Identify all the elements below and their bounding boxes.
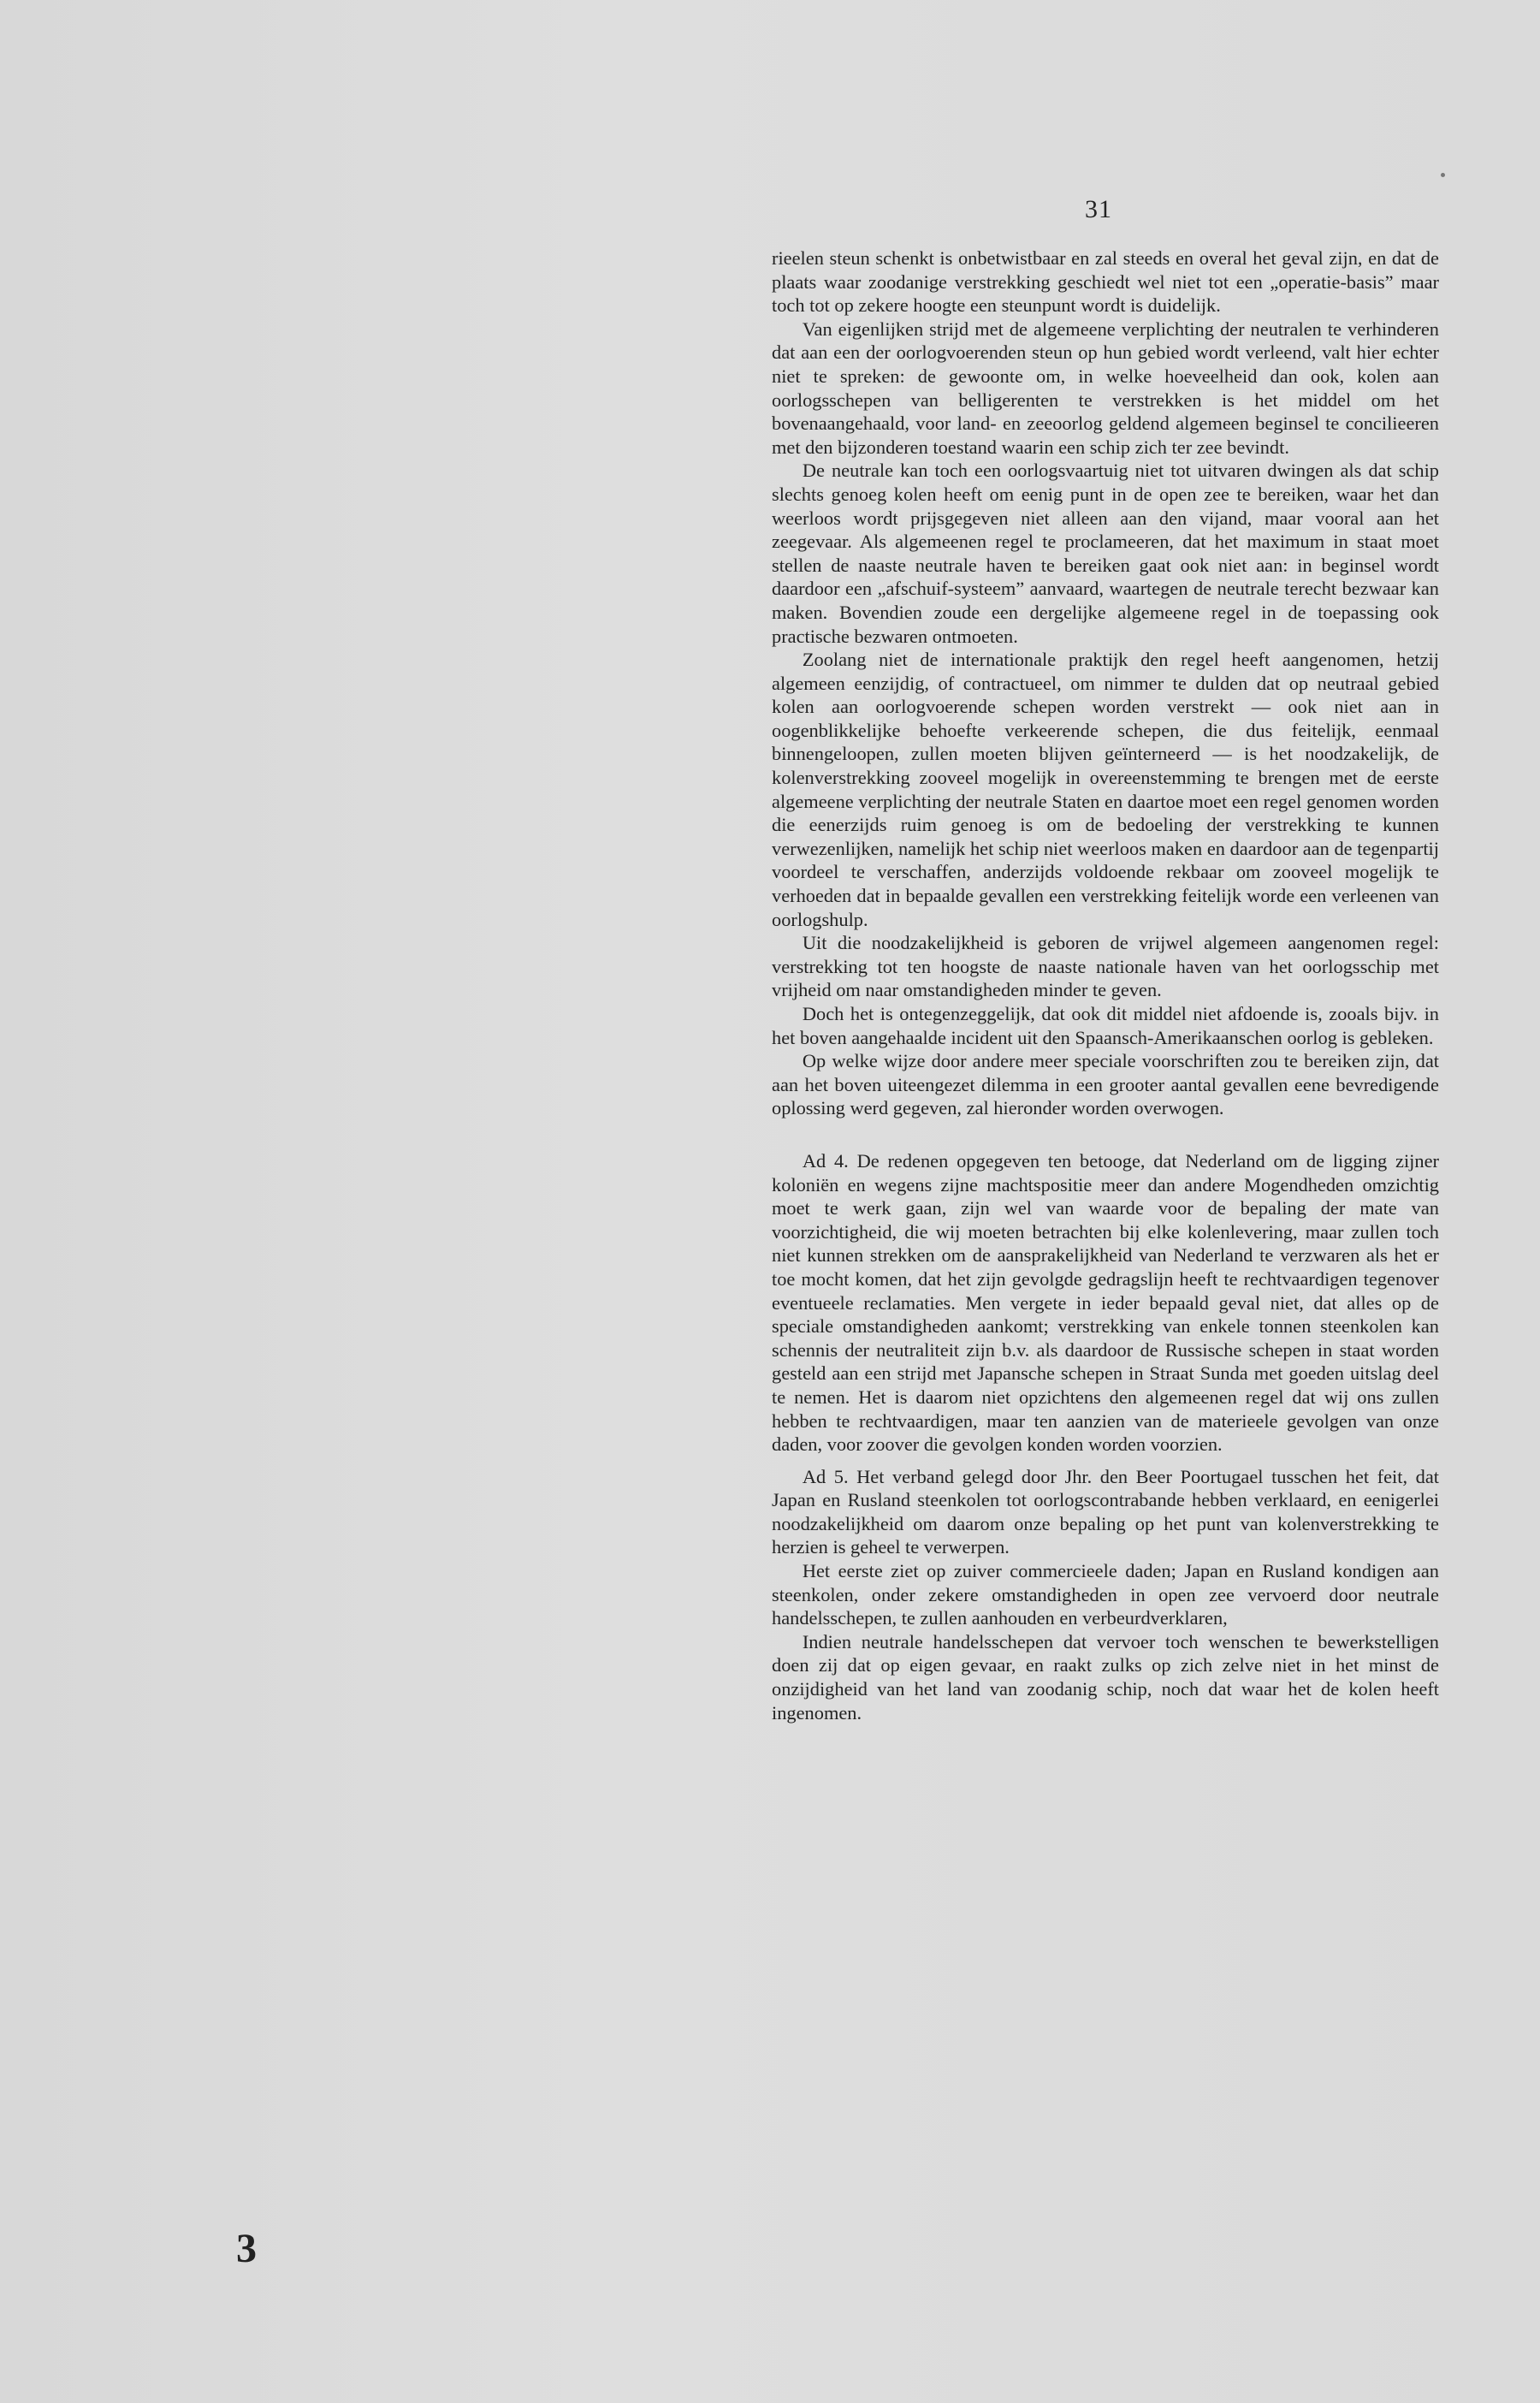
paragraph-4: Zoolang niet de internationale praktijk den regel heeft aangenomen, hetzij algemeen eenzijdig, of contractueel, om nimmer te dulden dat op neutraal gebied kolen aan oorlogvoerende schepen worden verstrekt — ook niet aan in oogenblikkelijke behoefte verkeerende schepen, die dus feitelijk, eenmaal binnengeloopen, zullen moeten blijven geïnterneerd — is het noodzakelijk, de kolenverstrekking zooveel mogelijk in overeenstemming te brengen met de eerste algemeene verplichting der neutrale Staten en daartoe moet een regel genomen worden die eenerzijds ruim genoeg is om de bedoeling der verstrekking te kunnen verwezenlijken, namelijk het schip niet weerloos maken en daardoor aan de tegenpartij voordeel te verschaffen, anderzijds voldoende rekbaar om zooveel mogelijk te verhoeden dat in bepaalde gevallen een verstrekking feitelijk worde een verleenen van oorlogshulp. <box>772 649 1439 930</box>
paragraph-11: Indien neutrale handelsschepen dat vervoer toch wenschen te bewerkstelligen doen zij dat op eigen gevaar, en raakt zulks op zich zelve niet in het minst de onzijdigheid van het land van zoodanig schip, noch dat waar het de kolen heeft ingenomen. <box>772 1630 1439 1724</box>
paragraph-ad-4: Ad 4. De redenen opgegeven ten betooge, dat Nederland om de ligging zijner koloniën en wegens zijne machtspositie meer dan andere Mogendheden omzichtig moet te werk gaan, zijn wel van waarde voor de bepaling der mate van voorzichtigheid, die wij moeten betrachten bij elke kolenlevering, maar zullen toch niet kunnen strekken om de aansprakelijkheid van Nederland te verzwaren als het er toe mocht komen, dat het zijn gevolgde gedragslijn heeft te rechtvaardigen tegenover eventueele reclamaties. Men vergete in ieder bepaald geval niet, dat alles op de speciale omstandigheden aankomt; verstrekking van enkele tonnen steenkolen kan schennis der neutraliteit zijn b.v. als daardoor de Russische schepen in staat worden gesteld aan een strijd met Japansche schepen in Straat Sunda met goeden uitslag deel te nemen. Het is daarom niet opzichtens den algemeenen regel dat wij ons zullen hebben te rechtvaardigen, maar ten aanzien van de materieele gevolgen van onze daden, voor zoover die gevolgen konden worden voorzien. <box>772 1149 1439 1456</box>
paragraph-3: De neutrale kan toch een oorlogsvaartuig niet tot uitvaren dwingen als dat schip slechts genoeg kolen heeft om eenig punt in de open zee te bereiken, waar het dan weerloos wordt prijsgegeven niet alleen aan den vijand, maar vooral aan het zeegevaar. Als algemeenen regel te proclameeren, dat het maximum in staat moet stellen de naaste neutrale haven te bereiken gaat ook niet aan: in beginsel wordt daardoor een „afschuif-systeem” aanvaard, waartegen de neutrale terecht bezwaar kan maken. Bovendien zoude een dergelijke algemeene regel in de toepassing ook practische bezwaren ontmoeten. <box>772 460 1439 647</box>
paragraph-6: Doch het is ontegenzeggelijk, dat ook dit middel niet afdoende is, zooals bijv. in het boven aangehaalde incident uit den Spaansch-Amerikaanschen oorlog is gebleken. <box>772 1003 1439 1048</box>
paragraph-1: rieelen steun schenkt is onbetwistbaar en zal steeds en overal het geval zijn, en dat de plaats waar zoodanige verstrekking geschiedt wel niet tot een „operatie-basis” maar toch tot op zekere hoogte een steunpunt wordt is duidelijk. <box>772 247 1439 317</box>
paragraph-ad-5: Ad 5. Het verband gelegd door Jhr. den Beer Poortugael tusschen het feit, dat Japan en Rusland steenkolen tot oorlogscontrabande hebben verklaard, en eenigerlei noodzakelijkheid om daarom onze bepaling op het punt van kolenverstrekking te herzien is geheel te verwerpen. <box>772 1465 1439 1558</box>
paragraph-10: Het eerste ziet op zuiver commercieele daden; Japan en Rusland kondigen aan steenkolen, onder zekere omstandigheden in open zee vervoerd door neutrale handelsschepen, te zullen aanhouden en verbeurdverklaren, <box>772 1560 1439 1629</box>
paragraph-2: Van eigenlijken strijd met de algemeene verplichting der neutralen te verhinderen dat aan een der oorlogvoerenden steun op hun gebied wordt verleend, valt hier echter niet te spreken: de gewoonte om, in welke hoeveelheid dan ook, kolen aan oorlogsschepen van belligerenten te verstrekken is het middel om het bovenaangehaald, voor land- en zeeoorlog geldend algemeen beginsel te concilieeren met den bijzonderen toestand waarin een schip zich ter zee bevindt. <box>772 317 1439 458</box>
text-column <box>772 246 1439 1724</box>
page-speck <box>1441 173 1445 177</box>
page-number: 31 <box>1085 195 1112 223</box>
sheet-mark: 3 <box>236 2226 257 2271</box>
paragraph-7: Op welke wijze door andere meer speciale voorschriften zou te bereiken zijn, dat aan het boven uiteengezet dilemma in een grooter aantal gevallen eene bevredigende oplossing werd gegeven, zal hieronder worden overwogen. <box>772 1050 1439 1119</box>
paragraph-5: Uit die noodzakelijkheid is geboren de vrijwel algemeen aangenomen regel: verstrekking tot ten hoogste de naaste nationale haven van het oorlogsschip met vrijheid om naar omstandigheden minder te geven. <box>772 932 1439 1001</box>
